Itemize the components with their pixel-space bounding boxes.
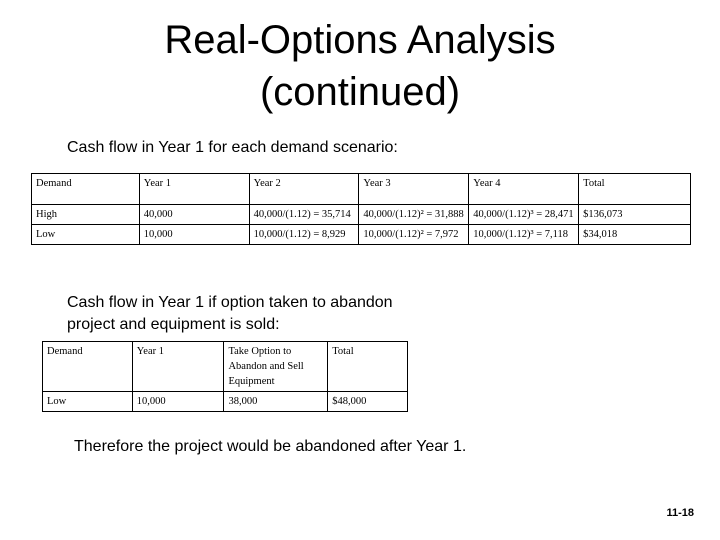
table-cell: Low [32,225,140,245]
conclusion-text: Therefore the project would be abandoned after Year 1. [74,438,467,455]
table-cell: 40,000 [139,205,249,225]
slide-title [0,14,720,118]
caption-abandon-line1: Cash flow in Year 1 if option taken to abandon [67,294,393,311]
column-header: Total [328,342,408,392]
caption-scenarios: Cash flow in Year 1 for each demand scenario: [67,139,398,156]
table-cell: 40,000/(1.12)³ = 28,471 [469,205,579,225]
slide-title-line1: Real-Options Analysis [164,18,556,62]
table-row [32,225,691,245]
caption-abandon-option [67,292,393,336]
table-cell: 10,000/(1.12)³ = 7,118 [469,225,579,245]
column-header: Year 4 [469,174,579,205]
abandon-option-table [42,341,408,412]
table-cell: $48,000 [328,392,408,412]
column-header: Year 1 [132,342,224,392]
table-header-row [43,342,408,392]
column-header: Year 2 [249,174,359,205]
page-number: 11-18 [666,507,694,519]
table-cell: High [32,205,140,225]
table-cell: 10,000 [132,392,224,412]
table-row [43,392,408,412]
table-cell: $136,073 [579,205,691,225]
table-cell: 38,000 [224,392,328,412]
column-header: Total [579,174,691,205]
table-cell: $34,018 [579,225,691,245]
table-cell: 10,000/(1.12) = 8,929 [249,225,359,245]
table-header-row [32,174,691,205]
column-header: Take Option to Abandon and Sell Equipment [224,342,328,392]
column-header: Year 3 [359,174,469,205]
slide-title-line2: (continued) [259,70,461,114]
column-header: Demand [32,174,140,205]
table-row [32,205,691,225]
table-cell: Low [43,392,133,412]
caption-abandon-line2: project and equipment is sold: [67,316,280,333]
column-header: Year 1 [139,174,249,205]
table-cell: 10,000 [139,225,249,245]
scenario-cash-flow-table [31,173,691,245]
table-cell: 40,000/(1.12)² = 31,888 [359,205,469,225]
table-cell: 40,000/(1.12) = 35,714 [249,205,359,225]
column-header: Demand [43,342,133,392]
table-cell: 10,000/(1.12)² = 7,972 [359,225,469,245]
